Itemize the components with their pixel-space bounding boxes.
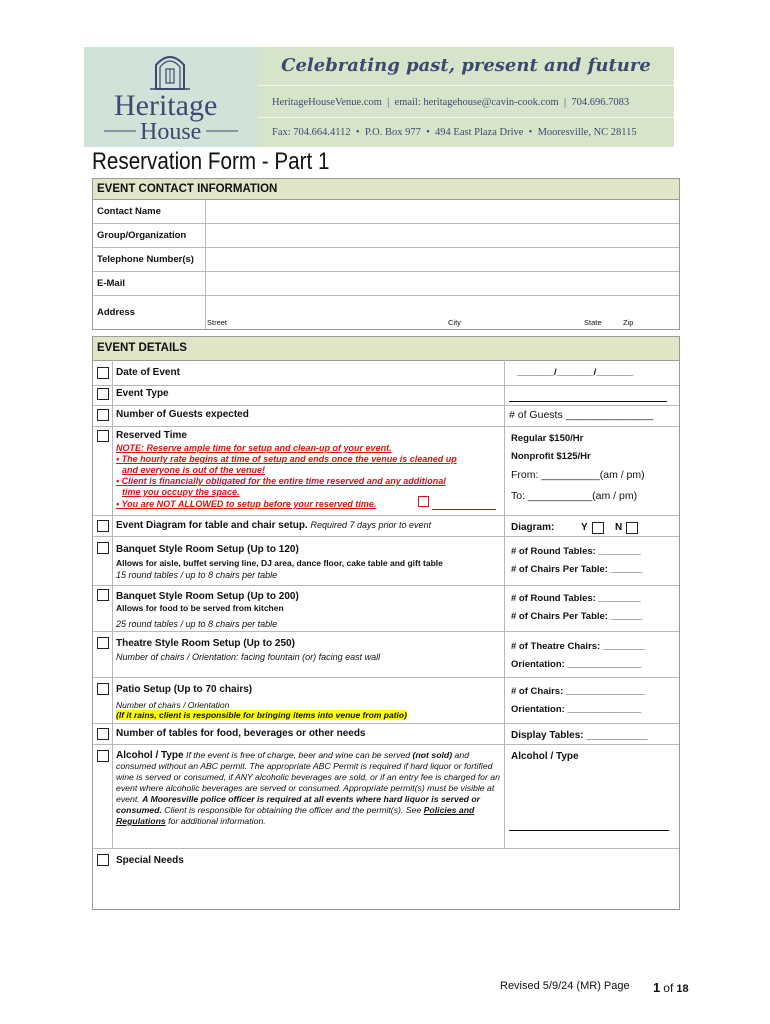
event-type-field[interactable]: [509, 400, 667, 402]
tables-checkbox[interactable]: [97, 728, 109, 740]
contact-name-field[interactable]: [206, 200, 678, 222]
logo-name-house: House: [140, 119, 202, 145]
street-caption: Street: [207, 318, 228, 327]
group-label: Group/Organization: [97, 230, 187, 241]
patio-checkbox[interactable]: [97, 683, 109, 695]
banquet-120-checkbox[interactable]: [97, 542, 109, 554]
alcohol-checkbox[interactable]: [97, 750, 109, 762]
group-field[interactable]: [206, 224, 678, 246]
alcohol-text-6: Client: [164, 805, 187, 815]
event-type-checkbox[interactable]: [97, 388, 109, 400]
fax-number: Fax: 704.664.4112: [272, 127, 351, 138]
alcohol-text-8: for additional information.: [168, 816, 266, 826]
header-banner: [84, 47, 674, 147]
alcohol-description: [116, 750, 504, 827]
alcohol-text-7: is responsible for obtaining the officer and the permit(s). See: [188, 805, 422, 815]
divider: [93, 360, 679, 361]
alcohol-text-3: liquor or fortified wine is served or consumed, if ANY alcoholic beverages are sold, or if: [116, 761, 493, 782]
diagram-yes-label: Y: [581, 522, 588, 533]
telephone-label: Telephone Number(s): [97, 254, 194, 265]
alcohol-text-1: If the event is free of charge, beer and wine can be served: [186, 750, 411, 760]
divider: [93, 631, 679, 632]
divider: [93, 848, 679, 849]
banner-divider-top: [258, 85, 674, 86]
city-caption: City: [448, 318, 461, 327]
diagram-note: Required 7 days prior to event: [310, 520, 432, 530]
divider: [93, 385, 679, 386]
alcohol-police-2: officer is required at all events where hard liquor is served or consumed.: [116, 794, 481, 815]
contact-name-label: Contact Name: [97, 206, 161, 217]
banner-divider-bottom: [258, 117, 674, 118]
alcohol-type-field[interactable]: [509, 829, 669, 831]
divider: [93, 405, 679, 406]
banquet-200-note: 25 round tables / up to 8 chairs per table: [116, 619, 278, 629]
patio-warning: (If it rains, client is responsible for bringing items into venue from patio): [116, 710, 407, 720]
telephone-field[interactable]: [206, 248, 678, 270]
guests-label: Number of Guests expected: [116, 409, 249, 420]
diagram-right-label: Diagram:: [511, 522, 555, 533]
alcohol-not-sold: (not sold): [412, 750, 453, 760]
theatre-checkbox[interactable]: [97, 637, 109, 649]
alcohol-label: Alcohol / Type: [116, 750, 184, 761]
setup-acknowledge-checkbox[interactable]: [418, 496, 429, 507]
banner-contact-line-2: Fax: 704.664.4112 • P.O. Box 977 • 494 East Plaza Drive • Mooresville, NC 28115: [272, 127, 637, 138]
page-current: 1: [653, 980, 661, 995]
date-label: Date of Event: [116, 367, 180, 378]
date-checkbox[interactable]: [97, 367, 109, 379]
divider: [93, 536, 679, 537]
reserved-note-rate: • The hourly rate begins at time of setup and ends once the venue is cleaned up: [116, 454, 457, 464]
email-label: E-Mail: [97, 278, 125, 289]
regulations-link[interactable]: Regulations: [116, 816, 166, 826]
guests-checkbox[interactable]: [97, 409, 109, 421]
theatre-label: Theatre Style Room Setup (Up to 250): [116, 638, 295, 649]
chairs-per-table-200-field[interactable]: # of Chairs Per Table: ______: [511, 611, 643, 622]
reserved-time-checkbox[interactable]: [97, 430, 109, 442]
special-needs-checkbox[interactable]: [97, 854, 109, 866]
alcohol-type-right-label: Alcohol / Type: [511, 751, 579, 762]
diagram-no-label: N: [615, 522, 623, 533]
tables-label: Number of tables for food, beverages or other needs: [116, 728, 366, 739]
contact-section: [92, 178, 680, 330]
reserved-note-obligation-cont: time you occupy the space.: [122, 487, 240, 497]
address-label: Address: [97, 307, 136, 318]
reserved-time-label: Reserved Time: [116, 430, 187, 441]
reserved-note-rate-cont: and everyone is out of the venue!: [122, 465, 266, 475]
website-link[interactable]: HeritageHouseVenue.com: [272, 97, 382, 108]
patio-orientation-field[interactable]: Orientation: ______________: [511, 704, 642, 715]
divider: [93, 426, 679, 427]
special-needs-field[interactable]: [113, 870, 673, 904]
street-address: 494 East Plaza Drive: [435, 127, 524, 138]
diagram-row-text: [116, 520, 431, 531]
banquet-200-label: Banquet Style Room Setup (Up to 200): [116, 591, 299, 602]
special-needs-label: Special Needs: [116, 855, 184, 866]
diagram-no-checkbox[interactable]: [626, 522, 638, 534]
address-field[interactable]: [206, 296, 678, 328]
zip-caption: Zip: [623, 318, 634, 327]
guests-field[interactable]: # of Guests _______________: [509, 409, 654, 421]
theatre-note: Number of chairs / Orientation: facing fountain (or) facing east wall: [116, 652, 381, 662]
diagram-label: Event Diagram for table and chair setup.: [116, 520, 308, 531]
banquet-120-sub: Allows for aisle, buffet serving line, DJ area, dance floor, cake table and gift table: [116, 558, 443, 568]
state-caption: State: [584, 318, 602, 327]
display-tables-field[interactable]: Display Tables: ___________: [511, 730, 648, 741]
divider: [93, 515, 679, 516]
alcohol-police-1: A Mooresville police: [142, 794, 226, 804]
phone-number: 704.696.7083: [571, 97, 630, 108]
tagline: Celebrating past, present and future: [281, 55, 651, 76]
logo-name-heritage: Heritage: [114, 89, 218, 122]
date-field[interactable]: _______/_______/_______: [517, 367, 634, 378]
chairs-per-table-120-field[interactable]: # of Chairs Per Table: ______: [511, 564, 643, 575]
alcohol-text-4: an entry fee is charged for an event where alcoholic beverages are served or: [116, 772, 500, 793]
banquet-120-label: Banquet Style Room Setup (Up to 120): [116, 544, 299, 555]
divider: [93, 585, 679, 586]
diagram-checkbox[interactable]: [97, 520, 109, 532]
divider: [93, 723, 679, 724]
event-type-label: Event Type: [116, 388, 169, 399]
details-section-header: EVENT DETAILS: [93, 337, 679, 360]
page-of: of: [663, 981, 674, 995]
logo: [84, 47, 256, 147]
email-field[interactable]: [206, 272, 678, 294]
page-total: 18: [676, 983, 689, 995]
banquet-120-note: 15 round tables / up to 8 chairs per table: [116, 570, 278, 580]
banner-contact-panel: [258, 47, 674, 147]
divider: [93, 677, 679, 678]
round-tables-120-field[interactable]: # of Round Tables: ________: [511, 546, 641, 557]
contact-section-header: EVENT CONTACT INFORMATION: [93, 179, 679, 199]
page-number: [653, 980, 689, 995]
policies-link[interactable]: Policies and: [423, 805, 475, 815]
from-time-field[interactable]: From: __________(am / pm): [511, 469, 645, 481]
alcohol-text-2: and consumed without an ABC permit. The appropriate ABC Permit is required if hard: [116, 750, 470, 771]
po-box: P.O. Box 977: [364, 127, 421, 138]
regular-rate: Regular $150/Hr: [511, 433, 584, 444]
city-address: Mooresville, NC 28115: [537, 127, 637, 138]
reserved-note: NOTE: Reserve ample time for setup and clean-up of your event.: [116, 443, 392, 453]
divider: [93, 744, 679, 745]
diagram-yes-checkbox[interactable]: [592, 522, 604, 534]
revision-footer: Revised 5/9/24 (MR) Page: [500, 980, 630, 992]
alcohol-text-5: consumed. Appropriate permit(s) must be visible at event.: [116, 783, 495, 804]
reserved-note-setup: • You are NOT ALLOWED to setup before your reserved time.: [116, 499, 377, 509]
reserved-note-obligation: • Client is financially obligated for the entire time reserved and any additional: [116, 476, 446, 486]
round-tables-200-field[interactable]: # of Round Tables: ________: [511, 593, 641, 604]
patio-chairs-field[interactable]: # of Chairs: _______________: [511, 686, 646, 697]
to-time-field[interactable]: To: ___________(am / pm): [511, 490, 638, 502]
email-link[interactable]: email: heritagehouse@cavin-cook.com: [394, 97, 559, 108]
theatre-orientation-field[interactable]: Orientation: ______________: [511, 659, 642, 670]
page-title: Reservation Form - Part 1: [92, 148, 330, 175]
patio-note: Number of chairs / Orientation: [116, 700, 230, 710]
divider: [112, 360, 113, 848]
banner-contact-line-1: HeritageHouseVenue.com | email: heritagehouse@cavin-cook.com | 704.696.7083: [272, 97, 630, 108]
theatre-chairs-field[interactable]: # of Theatre Chairs: ________: [511, 641, 646, 652]
divider: [504, 360, 505, 848]
nonprofit-rate: Nonprofit $125/Hr: [511, 451, 591, 462]
banquet-200-checkbox[interactable]: [97, 589, 109, 601]
setup-initials-field[interactable]: [432, 508, 496, 510]
banquet-200-sub: Allows for food to be served from kitchen: [116, 603, 284, 613]
patio-label: Patio Setup (Up to 70 chairs): [116, 684, 253, 695]
